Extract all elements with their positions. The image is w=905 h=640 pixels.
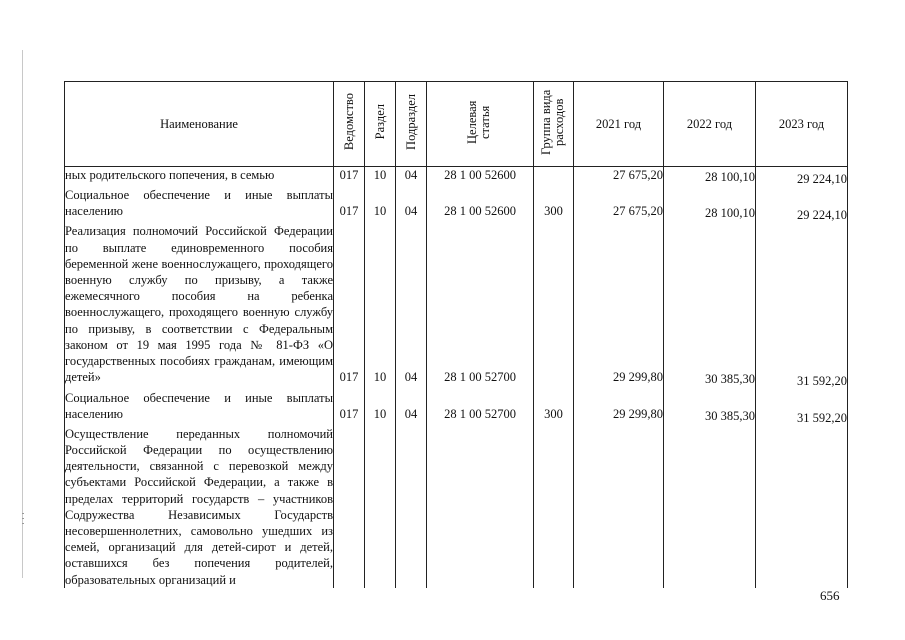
row-name: Реализация полномочий Российской Федерации по выплате единовременного пособия беременной жене военнослужащего, проходящего военную службу по призыву, а также ежемесячного пособия на ребенка военнослужащего, проходящего военную службу по призыву, в соответствии с Федеральным законом от 19 мая 1995 года № 81-ФЗ «О государственных пособиях гражданам, имеющим детей»: [65, 223, 334, 389]
row-vedomstvo: 017: [334, 390, 365, 426]
row-2022: 28 100,10: [664, 167, 756, 188]
row-2021: [574, 426, 664, 588]
row-2022: 30 385,30: [664, 390, 756, 426]
row-2023: 29 224,10: [756, 187, 848, 223]
header-2022: 2022 год: [664, 82, 756, 167]
row-name: Осуществление переданных полномочий Российской Федерации по осуществлению деятельности, связанной с перевозкой между субъектами Российской Федерации, а также в пределах территорий государств – участников Содружества Независимых Государств несовершеннолетних, самовольно ушедших из семей, организаций для детей-сирот и детей, оставшихся без попечения родителей, образовательных организаций и: [65, 426, 333, 587]
row-2022: 28 100,10: [664, 187, 756, 223]
header-tselevaya-statya: Целевая статья: [427, 82, 534, 167]
row-vedomstvo: 017: [334, 167, 365, 188]
header-gruppa-vida-rashodov: Группа вида расходов: [534, 82, 574, 167]
table-row: [65, 167, 848, 188]
header-vedomstvo: Ведомство: [334, 82, 365, 167]
scan-margin-tick: [22, 523, 24, 524]
row-gruppa: [534, 223, 574, 389]
row-podrazdel: 04: [396, 187, 427, 223]
row-2021: 27 675,20: [574, 167, 664, 188]
scan-margin-tick: [22, 513, 24, 514]
row-vedomstvo: [334, 426, 365, 588]
row-2021: 27 675,20: [574, 187, 664, 223]
row-razdel: [365, 426, 396, 588]
header-razdel: Раздел: [365, 82, 396, 167]
row-2023: 31 592,20: [756, 223, 848, 389]
row-tselevaya-statya: [427, 426, 534, 588]
row-name: ных родительского попечения, в семью: [65, 167, 334, 188]
row-razdel: 10: [365, 167, 396, 188]
page-number: 656: [820, 588, 840, 603]
row-podrazdel: 04: [396, 223, 427, 389]
row-2021: 29 299,80: [574, 223, 664, 389]
row-gruppa: [534, 426, 574, 588]
header-podrazdel: Подраздел: [396, 82, 427, 167]
row-2023: 31 592,20: [756, 390, 848, 426]
table-row: [65, 223, 848, 389]
row-tselevaya-statya: 28 1 00 52600: [427, 167, 534, 188]
row-razdel: 10: [365, 223, 396, 389]
row-tselevaya-statya: 28 1 00 52700: [427, 223, 534, 389]
row-razdel: 10: [365, 187, 396, 223]
row-razdel: 10: [365, 390, 396, 426]
row-podrazdel: 04: [396, 390, 427, 426]
table-row: [65, 187, 848, 223]
header-2021: 2021 год: [574, 82, 664, 167]
row-gruppa: [534, 167, 574, 188]
row-tselevaya-statya: 28 1 00 52600: [427, 187, 534, 223]
row-name: Социальное обеспечение и иные выплаты населению: [65, 187, 334, 223]
row-2022: 30 385,30: [664, 223, 756, 389]
row-vedomstvo: 017: [334, 187, 365, 223]
row-gruppa: 300: [534, 187, 574, 223]
header-2023: 2023 год: [756, 82, 848, 167]
table-row: [65, 390, 848, 426]
budget-table: [64, 81, 848, 588]
row-2023: [756, 426, 848, 588]
row-2021: 29 299,80: [574, 390, 664, 426]
row-2023: 29 224,10: [756, 167, 848, 188]
scan-margin-tick: [22, 518, 24, 519]
table-row: [65, 426, 848, 588]
row-2022: [664, 426, 756, 588]
scan-margin-line: [22, 50, 23, 578]
row-podrazdel: 04: [396, 167, 427, 188]
row-podrazdel: [396, 426, 427, 588]
row-vedomstvo: 017: [334, 223, 365, 389]
row-gruppa: 300: [534, 390, 574, 426]
header-name: Наименование: [65, 82, 334, 167]
row-name: Социальное обеспечение и иные выплаты населению: [65, 390, 334, 426]
row-tselevaya-statya: 28 1 00 52700: [427, 390, 534, 426]
header-row: [65, 82, 848, 167]
